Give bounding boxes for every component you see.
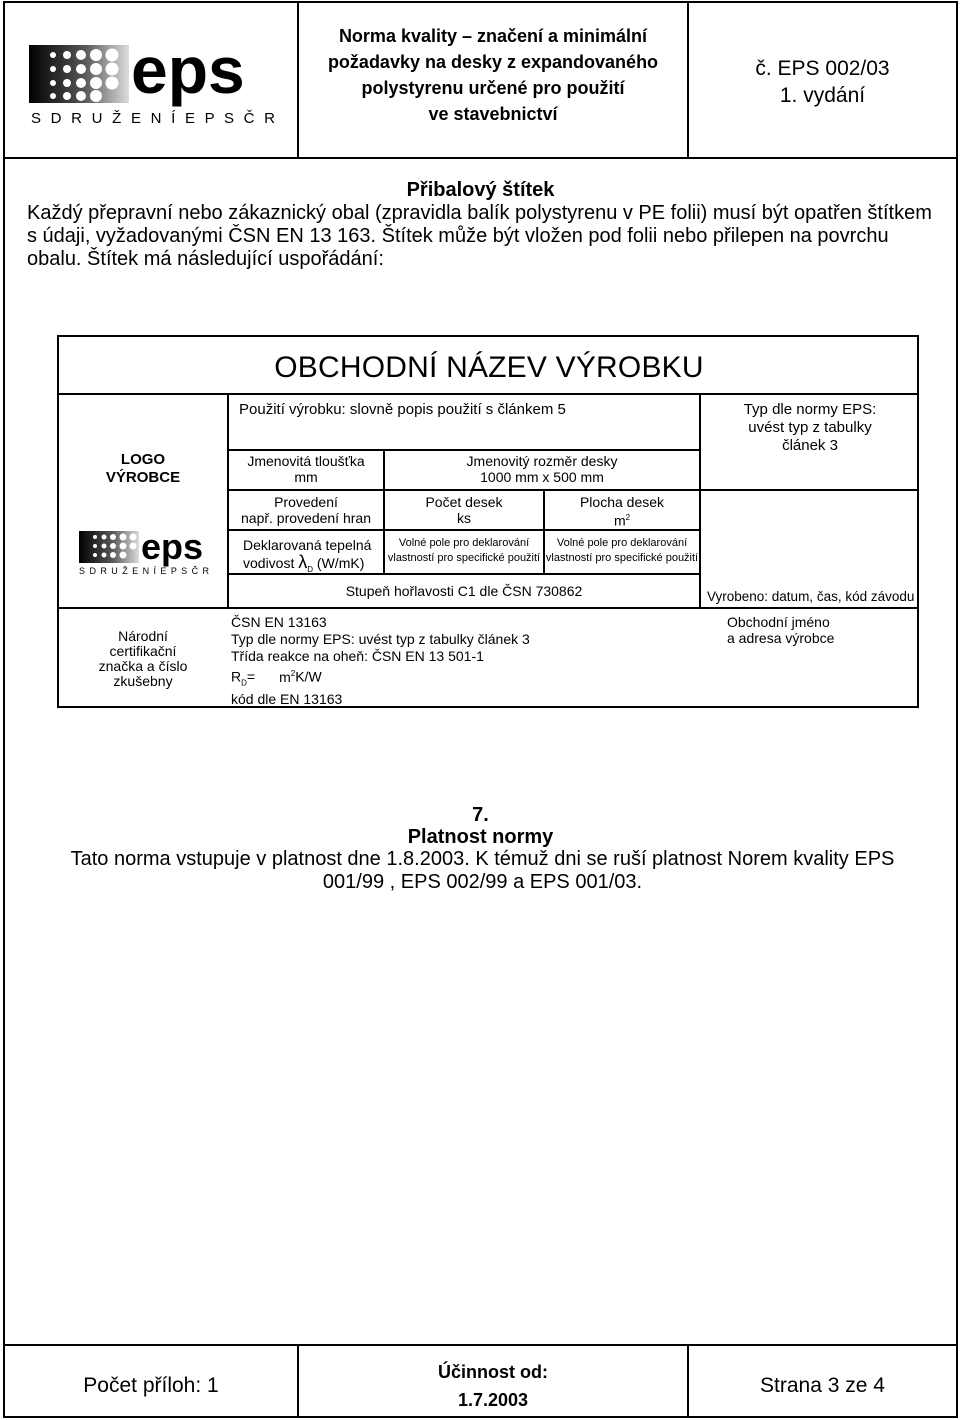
cell-line: (W/mK) (316, 555, 365, 571)
superscript: 2 (290, 669, 296, 678)
cell-line: např. provedení hran (241, 510, 371, 526)
eps-logo (5, 3, 297, 157)
trade-name: OBCHODNÍ NÁZEV VÝROBKU (274, 351, 704, 384)
cell-line: Plocha desek (579, 494, 665, 510)
attachments-count: Počet příloh: 1 (83, 1374, 219, 1397)
board-count (385, 494, 543, 526)
cell-line: Jmenovitý rozměr desky (466, 453, 618, 469)
cell-line: m (279, 668, 291, 685)
cell-line: Volné pole pro deklarování (556, 537, 688, 549)
logo-line: VÝROBCE (105, 469, 181, 486)
logo-word: eps (131, 33, 245, 107)
label-line (227, 393, 919, 395)
type-line: uvést typ z tabulky (748, 419, 872, 436)
cell-line: ČSN EN 13163 (231, 614, 327, 630)
label-line (227, 607, 919, 609)
cell-line: značka a číslo (98, 658, 188, 674)
logo-subtitle: S D R U Ž E N Í E P S Č R (31, 110, 275, 127)
label-line (59, 607, 227, 609)
standard-info (231, 614, 691, 708)
section-number: 7. (472, 804, 489, 826)
flammability-grade: Stupeň hořlavosti C1 dle ČSN 730862 (345, 583, 583, 599)
document-edition: 1. vydání (779, 84, 866, 107)
cell-line: Počet desek (425, 494, 503, 510)
trader-info (727, 614, 917, 646)
board-area (545, 494, 699, 529)
cell-line: Obchodní jméno (727, 614, 830, 630)
type-line: Typ dle normy EPS: (743, 401, 877, 418)
eps-logo-small (73, 529, 213, 577)
cell-line: kód dle EN 13163 (231, 691, 343, 708)
free-field-1 (385, 536, 543, 566)
document-number-block (689, 55, 956, 109)
title-line: polystyrenu určené pro použití (361, 78, 625, 98)
product-usage: Použití výrobku: slovně popis použití s článkem 5 (239, 401, 566, 418)
cell-line: = (246, 668, 256, 685)
label-line (227, 449, 699, 451)
cell-line: 1000 mm x 500 mm (480, 469, 604, 485)
free-field-2 (545, 536, 699, 566)
cell-line: zkušebny (113, 673, 173, 689)
cell-line: K/W (295, 668, 322, 685)
cell-line: Jmenovitá tloušťka (247, 453, 365, 469)
document-footer (5, 1344, 956, 1418)
label-line (227, 489, 699, 491)
label-line (59, 393, 227, 395)
section-heading: Platnost normy (407, 826, 554, 848)
subscript: D (241, 678, 247, 688)
logo-word: eps (141, 529, 204, 567)
cell-line: vodivost (243, 555, 295, 571)
cell-line: R (231, 668, 242, 685)
cell-line: Deklarovaná tepelná (243, 537, 372, 553)
effective-date: 1.7.2003 (457, 1390, 529, 1410)
page-number: Strana 3 ze 4 (760, 1374, 885, 1397)
production-info: Vyrobeno: datum, čas, kód závodu (707, 589, 915, 604)
cell-line: Národní (118, 628, 168, 644)
manufacturer-logo-placeholder (59, 451, 227, 487)
label-line (227, 529, 699, 531)
document-header (5, 3, 956, 159)
nominal-thickness (229, 453, 383, 485)
intro-paragraph: Každý přepravní nebo zákaznický obal (zpravidla balík polystyrenu v PE folii) musí být opatřen štítkem s údaji, vyžadovanými ČSN EN 13 163. Štítek může být vložen pod folii nebo přilepen na povrchu obalu. Štítek má následující uspořádání: (27, 202, 932, 270)
cell-line: vlastností pro specifické použití (387, 552, 541, 564)
cell-line: ks (457, 510, 471, 526)
cell-line: m (613, 512, 626, 529)
cell-line: Třída reakce na oheň: ČSN EN 13 501-1 (231, 648, 484, 664)
eps-logo-mark (5, 3, 297, 157)
subscript: D (307, 564, 314, 574)
document-title (299, 23, 687, 127)
document-number: č. EPS 002/03 (755, 57, 890, 80)
title-line: požadavky na desky z expandovaného (327, 52, 659, 72)
package-label-layout (57, 335, 919, 708)
nominal-size (385, 453, 699, 485)
cell-line: Volné pole pro deklarování (398, 537, 530, 549)
cell-line: mm (294, 469, 318, 485)
cell-line: certifikační (109, 643, 177, 659)
cell-line: Typ dle normy EPS: uvést typ z tabulky článek 3 (231, 631, 530, 647)
superscript: 2 (625, 513, 631, 522)
certification-mark (59, 629, 227, 689)
label-line (699, 489, 919, 491)
logo-line: LOGO (120, 451, 166, 468)
cell-line: Provedení (274, 494, 338, 510)
declared-conductivity (243, 537, 383, 578)
title-line: ve stavebnictví (428, 104, 558, 124)
type-line: článek 3 (782, 437, 838, 454)
validity-paragraph: Tato norma vstupuje v platnost dne 1.8.2003. K témuž dni se ruší platnost Norem kvality EPS 001/99 , EPS 002/99 a EPS 001/03. (70, 848, 895, 893)
cell-line: a adresa výrobce (727, 630, 835, 646)
section-heading: Přibalový štítek (406, 179, 555, 201)
lambda-symbol: λ (298, 552, 308, 572)
eps-type (701, 401, 919, 455)
logo-subtitle: S D R U Ž E N Í E P S Č R (79, 566, 209, 576)
title-line: Norma kvality – značení a minimální (338, 26, 648, 46)
page-frame (3, 1, 958, 1418)
effective-label: Účinnost od: (438, 1362, 548, 1382)
edge-design (229, 494, 383, 526)
cell-line: vlastností pro specifické použití (545, 552, 699, 564)
